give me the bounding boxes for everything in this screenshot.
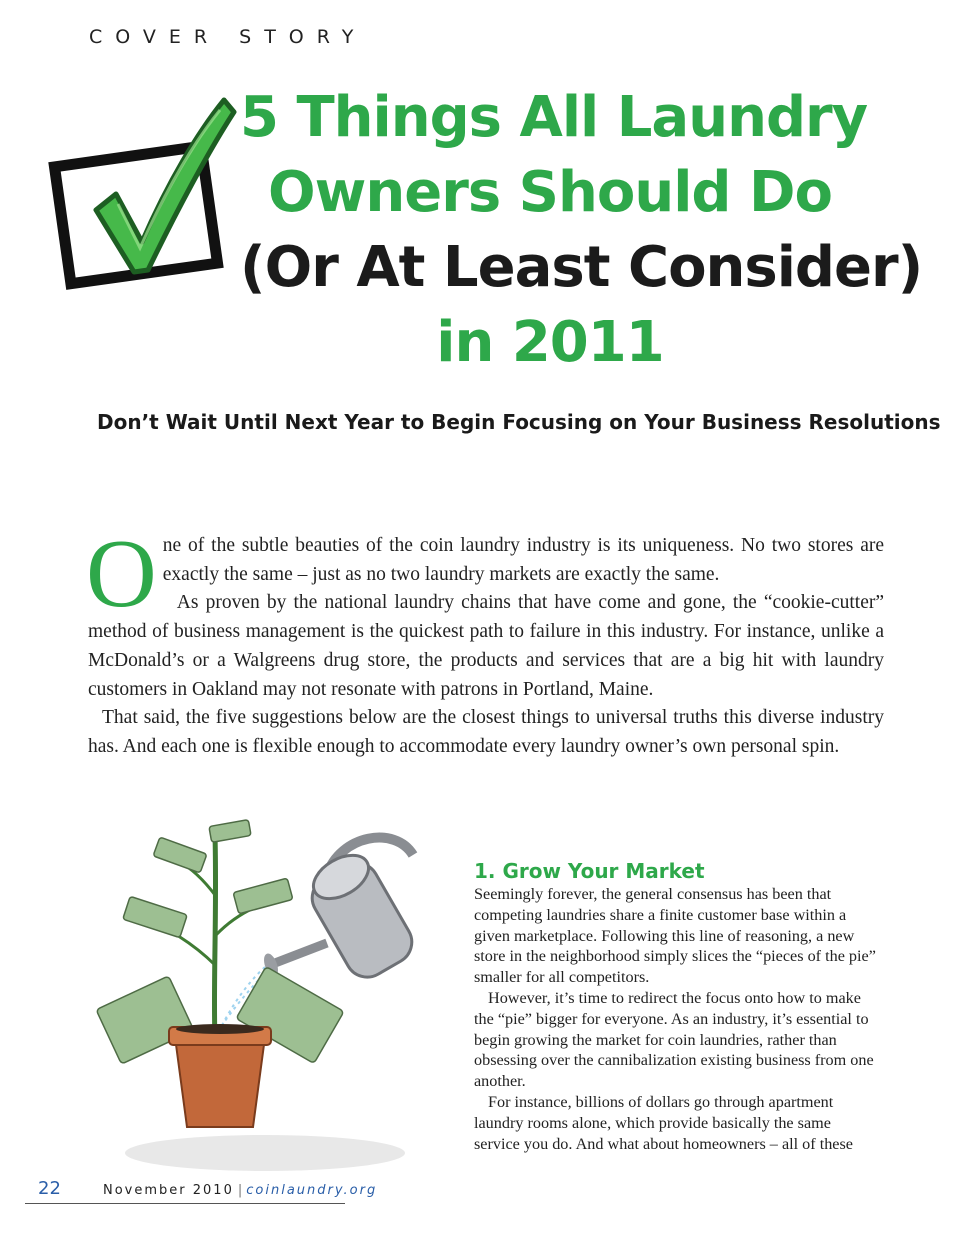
section-1-heading: 1. Grow Your Market	[474, 859, 705, 883]
footer-info	[103, 1183, 377, 1198]
title-line-2: Owners Should Do	[268, 160, 832, 225]
title-line-3: (Or At Least Consider)	[240, 235, 923, 300]
money-plant-image	[95, 815, 475, 1180]
intro-paragraph-1-text: ne of the subtle beauties of the coin laundry industry is its uniqueness. No two stores are exactly the same – just as no two laundry markets are exactly the same.	[162, 535, 884, 585]
drop-cap: O	[86, 520, 157, 628]
article-title	[240, 80, 923, 380]
section-1-column	[474, 858, 879, 1154]
section-1-paragraph-3: For instance, billions of dollars go through apartment laundry rooms alone, which provide basically the same service you do. And what about homeowners – all of these	[474, 1092, 853, 1153]
intro-paragraph-2: As proven by the national laundry chains that have come and gone, the “cookie-cutter” method of business management is the quickest path to failure in this industry. For instance, unlike a McDonald’s or a Walgreens drug store, the products and services that are a big hit with laundry customers in Oakland may not resonate with patrons in Portland, Maine.	[88, 592, 884, 700]
footer-separator: |	[237, 1183, 243, 1198]
article-subtitle: Don’t Wait Until Next Year to Begin Focusing on Your Business Resolutions	[97, 410, 941, 434]
intro-paragraph-1	[88, 532, 884, 589]
footer-divider	[25, 1203, 345, 1204]
checkmark-icon	[48, 92, 248, 292]
watering-can-icon	[261, 838, 420, 986]
section-1-paragraph-2: However, it’s time to redirect the focus onto how to make the “pie” bigger for everyone. As an industry, it’s essential to begin growing the market for coin laundries, rather than obsessing over the cannibalization existing business from one another.	[474, 988, 874, 1091]
section-1-paragraph-1: Seemingly forever, the general consensus has been that competing laundries share a finite customer base within a given marketplace. Following this line of reasoning, a new store in the neighborhood simply slices the “pieces of the pie” smaller for all competitors.	[474, 885, 876, 987]
title-line-4: in 2011	[436, 310, 664, 375]
website-link[interactable]: coinlaundry.org	[246, 1183, 378, 1198]
title-line-1: 5 Things All Laundry	[240, 85, 868, 150]
issue-date: November 2010	[103, 1183, 234, 1198]
page-number: 22	[38, 1178, 61, 1199]
section-label: COVER STORY	[89, 26, 367, 48]
intro-text	[86, 520, 884, 762]
intro-paragraph-3: That said, the five suggestions below are the closest things to universal truths this diverse industry has. And each one is flexible enough to accommodate every laundry owner’s own personal spin.	[88, 707, 884, 757]
